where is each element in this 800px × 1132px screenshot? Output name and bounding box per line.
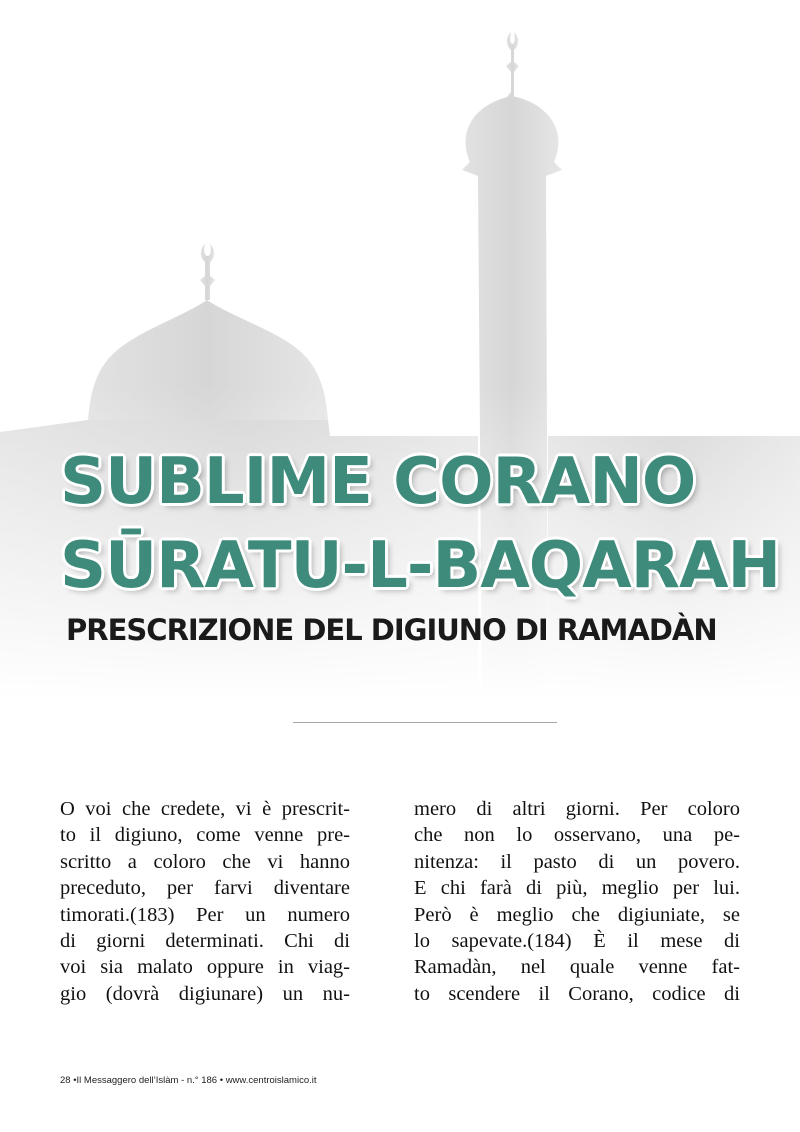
text-line: E chi farà di più, meglio per lui. [414,877,740,900]
title-line-1: SUBLIME CORANO [60,445,696,519]
page-footer: 28 •Il Messaggero dell’Islàm - n.° 186 • www.centroislamico.it [60,1075,317,1086]
text-line: gio (dovrà digiunare) un nu- [60,982,350,1005]
text-line: to il digiuno, come venne pre- [60,824,350,847]
text-line: nitenza: il pasto di un povero. [414,850,740,873]
text-line: che non lo osservano, una pe- [414,824,740,847]
text-line: Però è meglio che digiuniate, se [414,903,740,926]
text-column-left [60,796,350,1007]
article-subtitle: PRESCRIZIONE DEL DIGIUNO DI RAMADÀN [66,613,717,647]
text-line: Ramadàn, nel quale venne fat- [414,956,740,979]
text-line: scritto a coloro che vi hanno [60,850,350,873]
text-line: preceduto, per farvi diventare [60,877,350,900]
article-header [60,440,780,650]
title-line-2: SŪRATU-L-BAQARAH [60,529,781,603]
text-line: voi sia malato oppure in viag- [60,956,350,979]
text-line: lo sapevate.(184) È il mese di [414,929,740,952]
text-line: timorati.(183) Per un numero [60,903,350,926]
section-divider [293,722,557,723]
text-line: di giorni determinati. Chi di [60,929,350,952]
text-line: to scendere il Corano, codice di [414,982,740,1005]
text-line: mero di altri giorni. Per coloro [414,798,740,820]
text-line: O voi che credete, vi è prescrit- [60,798,350,820]
text-column-right [414,796,740,1007]
